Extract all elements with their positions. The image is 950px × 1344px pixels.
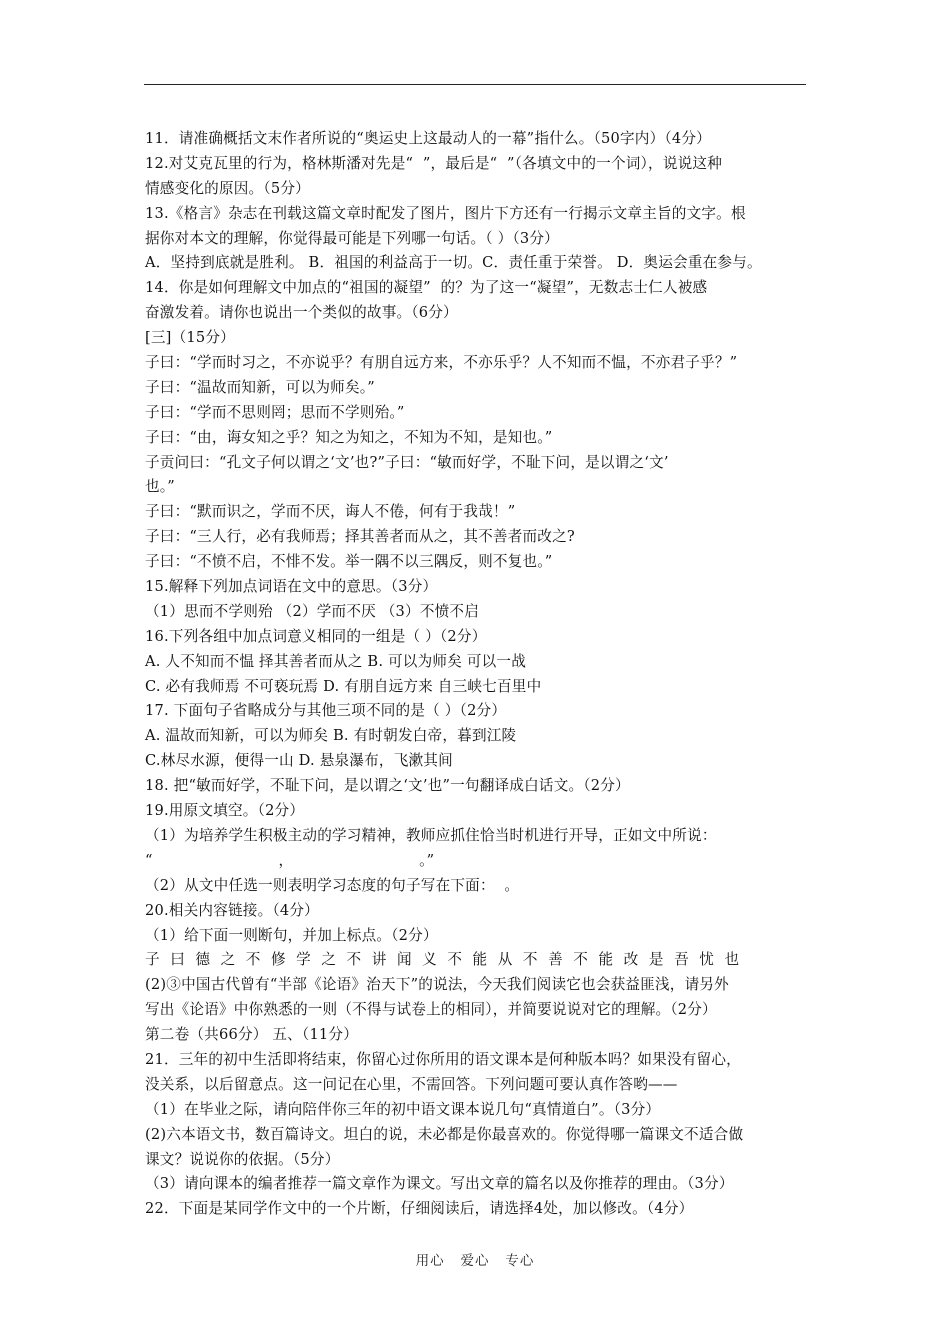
text-line: 15.解释下列加点词语在文中的意思。（3分） bbox=[145, 578, 438, 596]
text-line: A．坚持到底就是胜利。 B．祖国的利益高于一切。C．责任重于荣誉。 D．奥运会重在参与。 bbox=[145, 254, 762, 272]
text-line: （1）在毕业之际，请向陪伴你三年的初中语文课本说几句“真情道白”。（3分） bbox=[145, 1100, 661, 1118]
text-line: 14．你是如何理解文中加点的“祖国的凝望” 的？为了这一“凝望”，无数志士仁人被感 bbox=[145, 279, 708, 297]
text-line: 13.《格言》杂志在刊载这篇文章时配发了图片，图片下方还有一行揭示文章主旨的文字。根 bbox=[145, 204, 746, 222]
text-line: 子曰德之不修学之不讲闻义不能从不善不能改是吾忧也 bbox=[145, 951, 750, 969]
text-line: 也。” bbox=[145, 478, 175, 496]
header-rule bbox=[144, 84, 806, 85]
text-line: 子曰：“三人行，必有我师焉；择其善者而从之，其不善者而改之? bbox=[145, 528, 575, 546]
text-line: 16.下列各组中加点词意义相同的一组是（ ）（2分） bbox=[145, 627, 487, 645]
text-line: (2)③中国古代曾有“半部《论语》治天下”的说法，今天我们阅读它也会获益匪浅，请另外 bbox=[145, 976, 729, 994]
text-line: C. 必有我师焉 不可亵玩焉 D. 有朋自远方来 自三峡七百里中 bbox=[145, 677, 542, 695]
text-line: A. 温故而知新，可以为师矣 B. 有时朝发白帝，暮到江陵 bbox=[145, 727, 517, 745]
text-line: 子曰：“默而识之，学而不厌，诲人不倦，何有于我哉！” bbox=[145, 503, 516, 521]
text-line: 17. 下面句子省略成分与其他三项不同的是（ ）（2分） bbox=[145, 702, 507, 720]
text-line: A. 人不知而不愠 择其善者而从之 B. 可以为师矣 可以一战 bbox=[145, 652, 527, 670]
text-line: 20.相关内容链接。（4分） bbox=[145, 901, 319, 919]
text-line: 12.对艾克瓦里的行为，格林斯潘对先是“ ”，最后是“ ”（各填文中的一个词），说说这种 bbox=[145, 154, 722, 172]
text-line: 子曰：“学而不思则罔；思而不学则殆。” bbox=[145, 403, 405, 421]
text-line: 18. 把“敏而好学，不耻下问，是以谓之‘文’也”一句翻译成白话文。（2分） bbox=[145, 777, 630, 795]
text-line: (2)六本语文书，数百篇诗文。坦白的说，未必都是你最喜欢的。你觉得哪一篇课文不适合做 bbox=[145, 1125, 744, 1143]
text-line: 据你对本文的理解，你觉得最可能是下列哪一句话。（ ）（3分） bbox=[145, 229, 559, 247]
text-line: [三]（15分） bbox=[145, 329, 235, 347]
text-line: 第二卷（共66分） 五、（11分） bbox=[145, 1026, 359, 1044]
text-line: 情感变化的原因。（5分） bbox=[145, 179, 310, 197]
text-line: 11．请准确概括文末作者所说的“奥运史上这最动人的一幕”指什么。（50字内）（4分） bbox=[145, 130, 711, 147]
text-line: “ ， 。” bbox=[145, 851, 435, 869]
text-line: 子曰：“不愤不启，不悱不发。举一隅不以三隅反，则不复也。” bbox=[145, 553, 553, 571]
text-line: 子曰：“由，诲女知之乎？知之为知之，不知为不知，是知也。” bbox=[145, 428, 553, 446]
text-line: 子贡问曰：“孔文子何以谓之‘文’也?”子曰：“敏而好学，不耻下问，是以谓之‘文’ bbox=[145, 453, 669, 471]
page-footer: 用心 爱心 专心 bbox=[415, 1253, 535, 1269]
text-line: 22．下面是某同学作文中的一个片断，仔细阅读后，请选择4处，加以修改。（4分） bbox=[145, 1200, 694, 1218]
text-line: 写出《论语》中你熟悉的一则（不得与试卷上的相同），并简要说说对它的理解。（2分） bbox=[145, 1001, 717, 1019]
text-line: 子曰：“温故而知新，可以为师矣。” bbox=[145, 378, 375, 396]
document-body bbox=[145, 127, 810, 1222]
text-line: 课文？说说你的依据。（5分） bbox=[145, 1150, 340, 1168]
text-line: 奋激发着。请你也说出一个类似的故事。（6分） bbox=[145, 304, 458, 322]
text-line: 子曰：“学而时习之，不亦说乎？有朋自远方来，不亦乐乎？人不知而不愠，不亦君子乎？” bbox=[145, 354, 738, 372]
text-line: 19.用原文填空。（2分） bbox=[145, 802, 305, 820]
text-line: C.林尽水源，便得一山 D. 悬泉瀑布，飞漱其间 bbox=[145, 752, 453, 770]
text-line: 21．三年的初中生活即将结束，你留心过你所用的语文课本是何种版本吗？如果没有留心， bbox=[145, 1050, 741, 1068]
text-line: 没关系，以后留意点。这一问记在心里，不需回答。下列问题可要认真作答哟—— bbox=[145, 1075, 678, 1093]
text-line: （1）思而不学则殆 （2）学而不厌 （3）不愤不启 bbox=[145, 602, 480, 620]
text-line: （1）给下面一则断句，并加上标点。（2分） bbox=[145, 926, 438, 944]
text-line: （2）从文中任选一则表明学习态度的句子写在下面： 。 bbox=[145, 876, 520, 894]
text-line: （1）为培养学生积极主动的学习精神，教师应抓住恰当时机进行开导，正如文中所说： bbox=[145, 826, 717, 844]
text-line: （3）请向课本的编者推荐一篇文章作为课文。写出文章的篇名以及你推荐的理由。（3分） bbox=[145, 1175, 734, 1193]
